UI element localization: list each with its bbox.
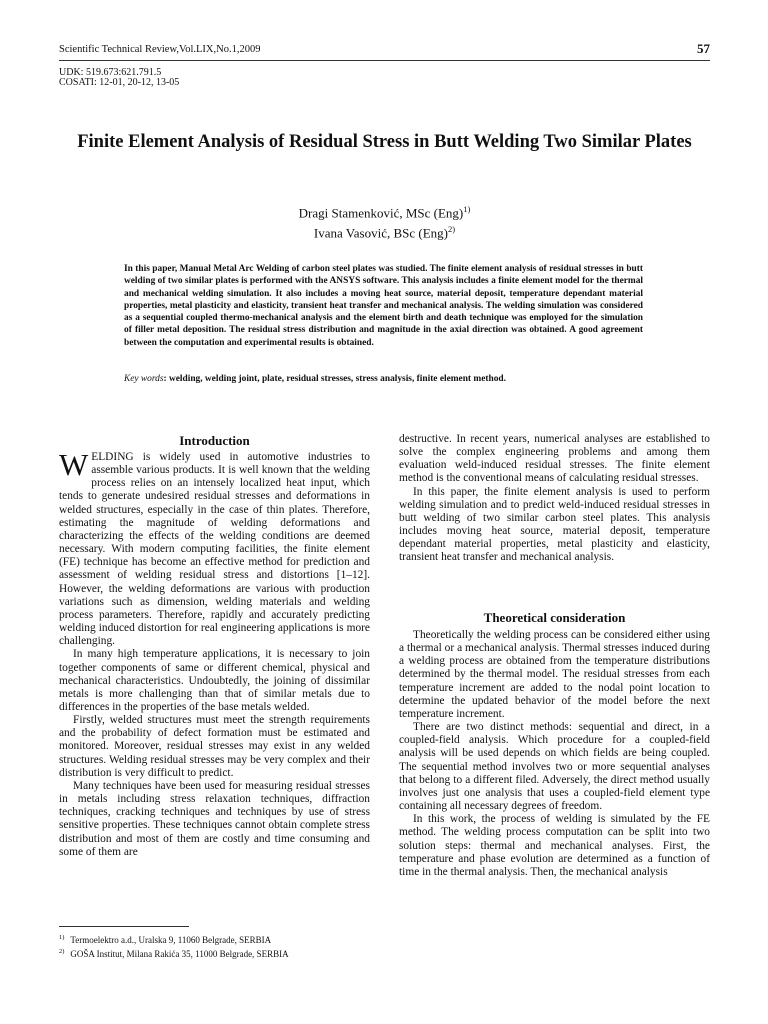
author-list (59, 201, 710, 242)
author (59, 221, 710, 241)
paragraph: destructive. In recent years, numerical analyses are established to solve the complex engineering problems and among them evaluation weld-induced residual stresses. The finite element method is the conventional means of calculating residual stresses. (399, 433, 710, 485)
paragraph: In many high temperature applications, it is necessary to join together components of same or different chemical, physical and mechanical characteristics. Undoubtedly, the joining of dissimilar metals is more challenging than that of similar metals due to differences in the properties of the base metals welded. (59, 648, 370, 713)
paragraph: Theoretically the welding process can be considered either using a thermal or a mechanical analysis. Thermal stresses induced during a welding process are obtained from the temperature distributions determined by the thermal model. The residual stresses from each temperature increment are added to the nodal point location to determine the updated behavior of the model before the next temperature increment. (399, 629, 710, 720)
page-number: 57 (697, 41, 710, 56)
paragraph-text: ELDING is widely used in automotive industries to assemble various products. It is well known that the welding process relies on an intensely localized heat input, which tends to generate undesired residual stresses and deformations in welded structures, especially in the case of thin plates. Therefore, estimating the magnitude of welding deformations and characterizing the effects of the welding conditions are deemed necessary. With modern computing facilities, the finite element (FE) technique has become an effective method for prediction and assessment of welding residual stress and distortions [1–12]. However, the welding deformations are various with production variations such as dimension, welding materials and welding process parameters. Therefore, rapidly and accurately predicting welding induced distortion for real engineering applications is more challenging. (59, 451, 370, 648)
footnote-mark: 1) (59, 934, 65, 941)
cosati-code: COSATI: 12-01, 20-12, 13-05 (59, 77, 180, 88)
footnote (59, 946, 289, 960)
paragraph: In this work, the process of welding is simulated by the FE method. The welding process computation can be split into two solution steps: thermal and mechanical analyses. First, the temperature and phase evolution are determined as a function of time in the thermal analysis. Then, the mechanical analysis (399, 813, 710, 878)
journal-header: Scientific Technical Review,Vol.LIX,No.1,2009 (59, 44, 261, 55)
paragraph (59, 447, 370, 648)
paragraph: There are two distinct methods: sequential and direct, in a coupled-field analysis. Which procedure for a coupled-field analysis will be used depends on which fields are being coupled. The sequential method involves two or more sequential analyses that belong to a different filed. Adversely, the direct method usually involves just one analysis that uses a coupled-field element type containing all necessary degrees of freedom. (399, 721, 710, 813)
footnote-divider (59, 926, 189, 927)
theory-heading: Theoretical consideration (483, 610, 626, 625)
introduction-body (59, 447, 370, 859)
classification-codes (59, 68, 179, 88)
author-name: Ivana Vasović, BSc (Eng) (313, 225, 448, 241)
paper-title: Finite Element Analysis of Residual Stress in Butt Welding Two Similar Plates (77, 132, 692, 152)
keywords-value: : welding, welding joint, plate, residual stresses, stress analysis, finite element method. (163, 374, 506, 384)
udk-code: UDK: 519.673:621.791.5 (59, 67, 162, 78)
footnote-text: GOŠA Institut, Milana Rakića 35, 11000 Belgrade, SERBIA (70, 949, 289, 959)
author-affiliation-mark: 2) (447, 224, 456, 235)
keywords (124, 373, 643, 385)
author (59, 201, 710, 221)
author-affiliation-mark: 1) (463, 204, 471, 214)
paragraph: In this paper, the finite element analysis is used to perform welding simulation and to predict weld-induced residual stresses in butt welding of two similar carbon steel plates. This analysis includes moving heat source, material deposit, temperature dependant material properties, metal plasticity and elasticity, transient heat transfer and mechanical analysis. (399, 485, 710, 564)
introduction-continued (399, 433, 710, 565)
abstract: In this paper, Manual Metal Arc Welding of carbon steel plates was studied. The finite element analysis of residual stresses in butt welding of two similar plates is performed with the ANSYS software. This analysis includes a finite element model for the thermal and mechanical welding simulation. It also includes a moving heat source, material deposit, temperature dependant material properties, metal plasticity and elasticity, transient heat transfer and mechanical analysis. The welding simulation was considered as a sequential coupled thermo-mechanical analysis and the element birth and death technique was employed for the simulation of filler metal deposition. The residual stress distribution and magnitude in the axial direction was obtained. A good agreement between the computation and experimental results is obtained. (124, 264, 643, 348)
footnote (59, 932, 289, 946)
footnote-text: Termoelektro a.d., Uralska 9, 11060 Belgrade, SERBIA (70, 935, 272, 945)
footnotes (59, 932, 289, 960)
footnote-mark: 2) (59, 948, 65, 955)
introduction-heading: Introduction (179, 433, 250, 448)
header-divider (59, 60, 710, 61)
paragraph: Firstly, welded structures must meet the strength requirements and the probability of defect formation must be estimated and monitored. Moreover, residual stresses may exist in any welded structures. Welding residual stresses may be very complex and their distribution is very difficult to predict. (59, 714, 370, 779)
keywords-label: Key words (124, 374, 164, 384)
author-name: Dragi Stamenković, MSc (Eng) (298, 205, 464, 221)
theory-body (399, 629, 710, 879)
drop-cap: W (59, 447, 89, 482)
paragraph: Many techniques have been used for measuring residual stresses in metals including stress relaxation techniques, diffraction techniques, cracking techniques and techniques by use of stress sensitive properties. These techniques cannot obtain complete stress distribution and most of them are costly and time consuming and some of them are (59, 779, 370, 858)
